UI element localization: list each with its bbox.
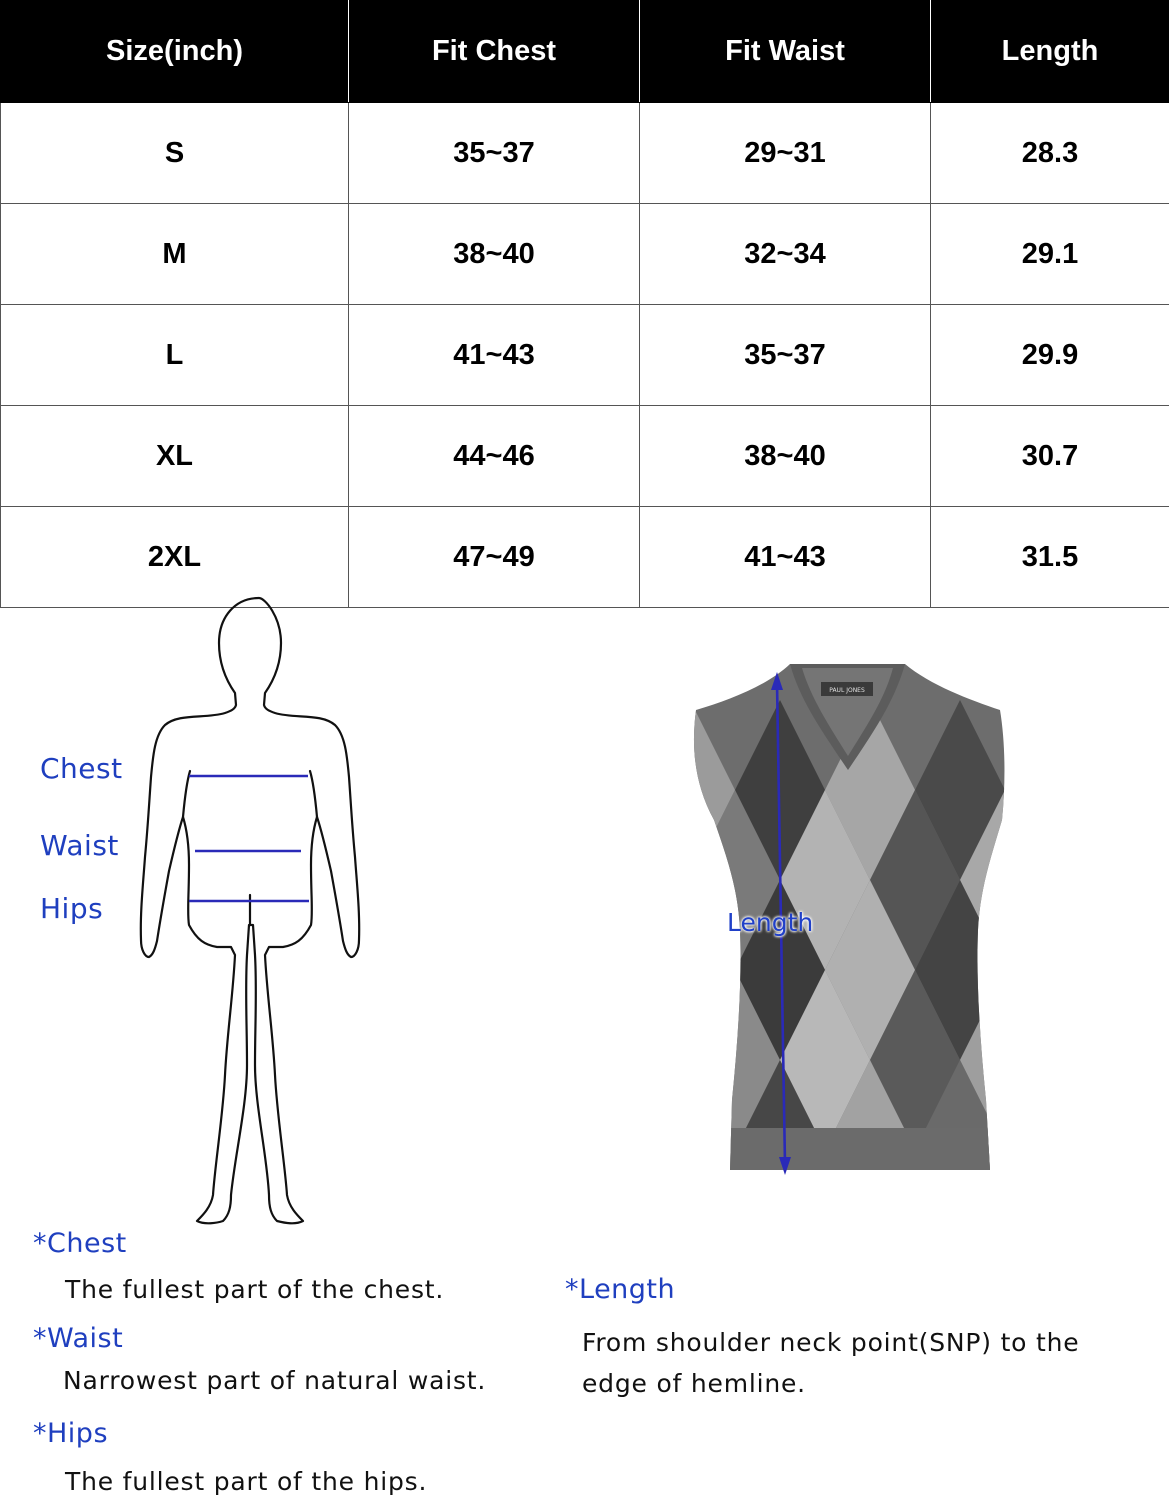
cell-length: 29.1 [931,204,1169,305]
body-outline-figure [135,595,365,1230]
chest-label: Chest [40,752,123,785]
length-definition-text-line1: From shoulder neck point(SNP) to the [582,1328,1080,1357]
cell-size: XL [1,406,349,507]
waist-definition-text: Narrowest part of natural waist. [63,1366,487,1395]
cell-length: 29.9 [931,305,1169,406]
length-label: Length [727,908,814,937]
cell-chest: 38~40 [349,204,640,305]
vest-brand-tag: PAUL JONES [829,687,865,694]
cell-size: L [1,305,349,406]
length-definition-term: *Length [565,1274,676,1305]
cell-waist: 29~31 [640,103,931,204]
table-row [1,406,1169,507]
cell-waist: 35~37 [640,305,931,406]
header-fit-waist: Fit Waist [640,1,931,103]
header-fit-chest: Fit Chest [349,1,640,103]
waist-label: Waist [40,829,119,862]
size-chart-table [0,0,1169,608]
cell-length: 30.7 [931,406,1169,507]
cell-length: 31.5 [931,507,1169,608]
hips-definition-text: The fullest part of the hips. [65,1467,428,1496]
cell-size: 2XL [1,507,349,608]
table-row [1,305,1169,406]
table-row [1,204,1169,305]
hips-definition-term: *Hips [33,1418,109,1449]
table-row [1,103,1169,204]
cell-waist: 38~40 [640,406,931,507]
cell-waist: 32~34 [640,204,931,305]
waist-definition-term: *Waist [33,1323,124,1354]
table-row [1,507,1169,608]
header-length: Length [931,1,1169,103]
cell-length: 28.3 [931,103,1169,204]
cell-chest: 35~37 [349,103,640,204]
cell-size: M [1,204,349,305]
cell-chest: 47~49 [349,507,640,608]
chest-definition-term: *Chest [33,1228,127,1259]
length-definition-text-line2: edge of hemline. [582,1369,806,1398]
cell-waist: 41~43 [640,507,931,608]
header-size: Size(inch) [1,1,349,103]
table-header-row [1,1,1169,103]
hips-label: Hips [40,892,104,925]
cell-chest: 41~43 [349,305,640,406]
chest-definition-text: The fullest part of the chest. [65,1275,445,1304]
cell-chest: 44~46 [349,406,640,507]
cell-size: S [1,103,349,204]
